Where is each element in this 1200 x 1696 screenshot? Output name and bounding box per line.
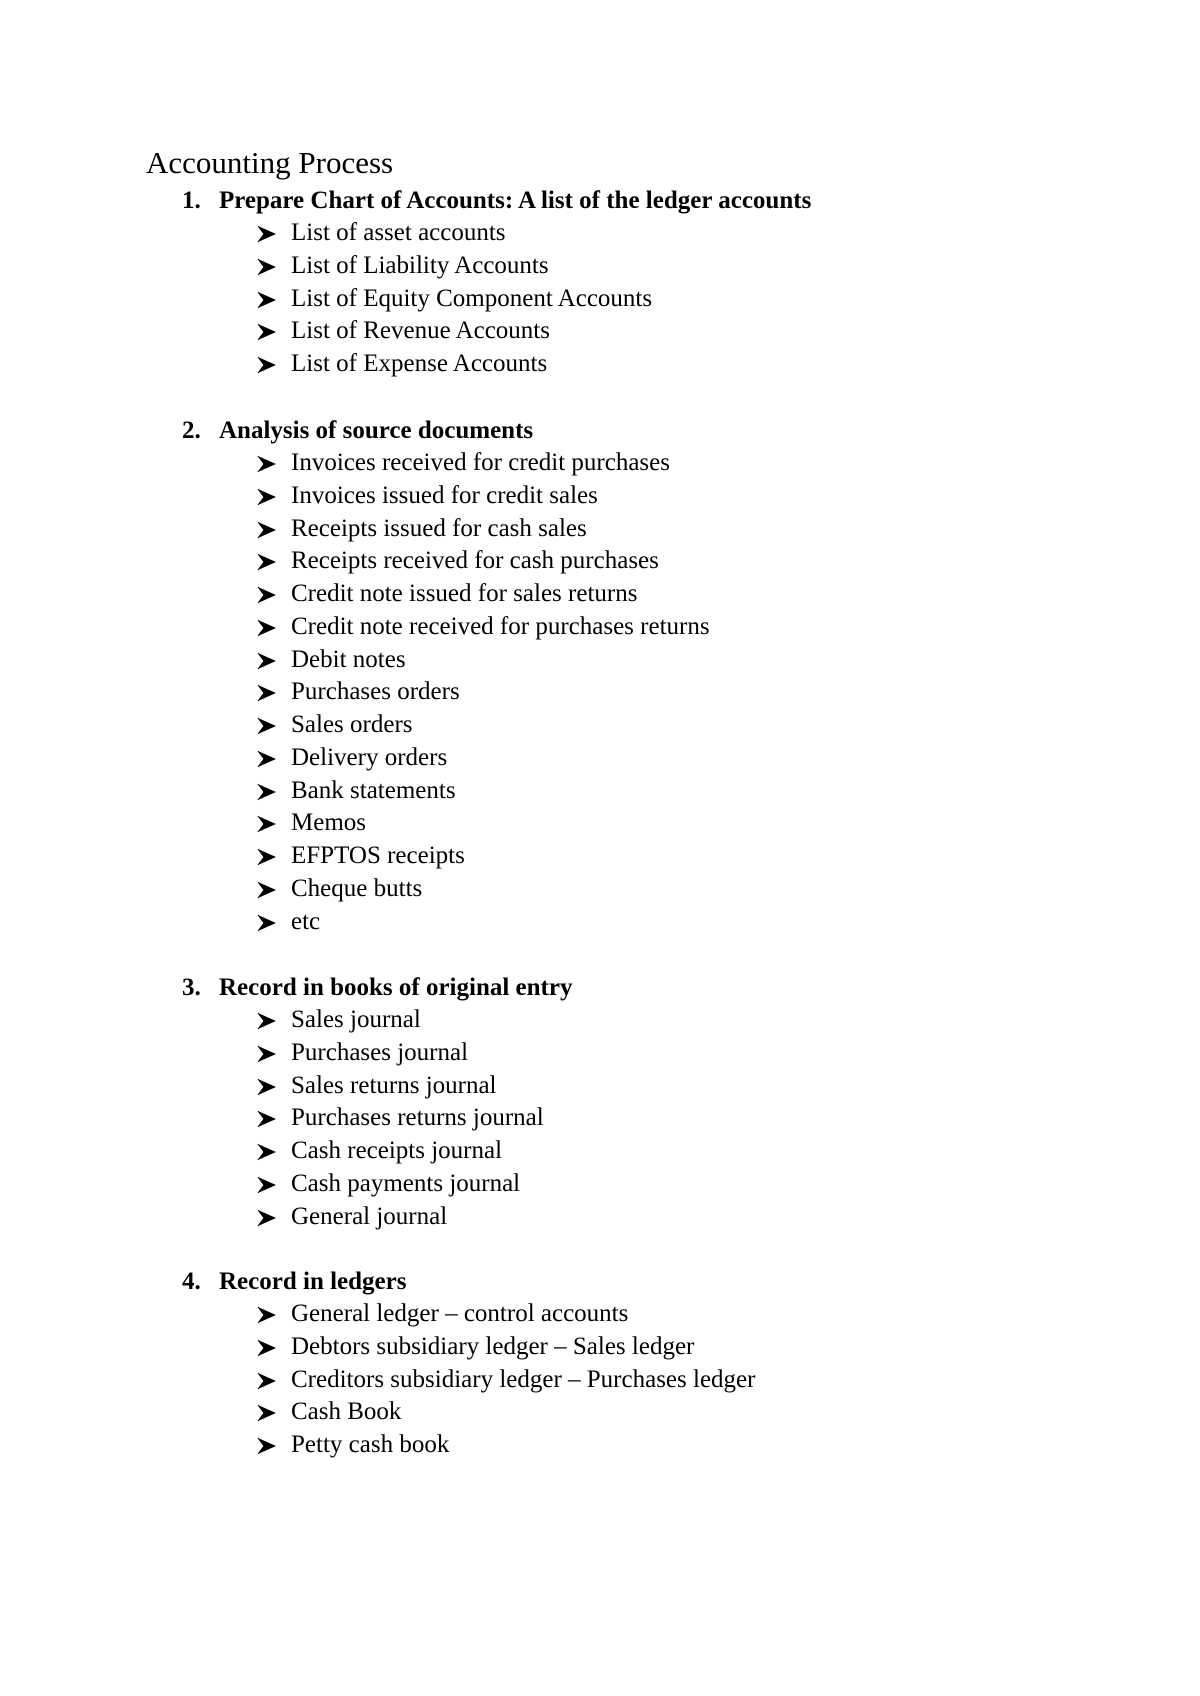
arrowhead-bullet-icon: [257, 488, 277, 506]
list-item-label: Sales orders: [291, 711, 413, 738]
list-item-label: List of asset accounts: [291, 219, 506, 246]
arrowhead-bullet-icon: [257, 619, 277, 637]
list-item: [0, 513, 1200, 546]
list-item: [0, 1201, 1200, 1234]
arrowhead-bullet-icon: [257, 1176, 277, 1194]
section-number: 3.: [182, 974, 201, 1001]
list-item: [0, 873, 1200, 906]
list-item-label: Sales returns journal: [291, 1071, 497, 1099]
list-item-label: General journal: [291, 1202, 448, 1230]
arrowhead-bullet-icon: [257, 1404, 277, 1422]
document-title: Accounting Process: [146, 145, 394, 180]
arrowhead-bullet-icon: [257, 750, 277, 768]
list-item-label: Debtors subsidiary ledger – Sales ledger: [291, 1332, 695, 1360]
section-heading: [0, 971, 1200, 1004]
section-title: Prepare Chart of Accounts: A list of the ledger accounts: [219, 187, 812, 214]
list-item-label: Bank statements: [291, 776, 456, 804]
list-item-label: Invoices issued for credit sales: [291, 481, 598, 509]
arrowhead-bullet-icon: [257, 783, 277, 801]
arrowhead-bullet-icon: [257, 1437, 277, 1455]
list-item: [0, 217, 1200, 250]
arrowhead-bullet-icon: [257, 1209, 277, 1227]
list-item: [0, 1429, 1200, 1462]
list-item-label: Purchases returns journal: [291, 1104, 544, 1132]
section-heading: [0, 1265, 1200, 1298]
section-ledgers: [0, 1265, 1200, 1462]
section-title: Record in books of original entry: [219, 974, 573, 1001]
arrowhead-bullet-icon: [257, 1306, 277, 1324]
arrowhead-bullet-icon: [257, 258, 277, 276]
section-source-documents: [0, 414, 1200, 938]
arrowhead-bullet-icon: [257, 356, 277, 374]
list-item-label: Purchases orders: [291, 678, 460, 706]
arrowhead-bullet-icon: [257, 815, 277, 833]
item-list: [0, 1298, 1200, 1462]
list-item-label: Debit notes: [291, 645, 406, 673]
list-item-label: General ledger – control accounts: [291, 1300, 629, 1327]
list-item: [0, 1298, 1200, 1331]
list-item-label: Cash payments journal: [291, 1169, 521, 1197]
list-item-label: Memos: [291, 809, 366, 837]
section-heading: [0, 414, 1200, 447]
list-item: [0, 1037, 1200, 1070]
section-chart-of-accounts: [0, 184, 1200, 381]
list-item: [0, 906, 1200, 939]
list-item-label: List of Revenue Accounts: [291, 317, 550, 345]
list-item-label: Cash receipts journal: [291, 1137, 503, 1164]
arrowhead-bullet-icon: [257, 652, 277, 670]
arrowhead-bullet-icon: [257, 1078, 277, 1096]
arrowhead-bullet-icon: [257, 225, 277, 243]
list-item: [0, 1102, 1200, 1135]
list-item-label: List of Equity Component Accounts: [291, 284, 653, 312]
arrowhead-bullet-icon: [257, 291, 277, 309]
list-item: [0, 611, 1200, 644]
list-item: [0, 1070, 1200, 1103]
arrowhead-bullet-icon: [257, 1110, 277, 1128]
list-item: [0, 1135, 1200, 1168]
arrowhead-bullet-icon: [257, 1372, 277, 1390]
arrowhead-bullet-icon: [257, 717, 277, 735]
list-item: [0, 644, 1200, 677]
list-item-label: Cheque butts: [291, 874, 423, 902]
list-item-label: Credit note received for purchases returns: [291, 612, 710, 640]
list-item-label: Creditors subsidiary ledger – Purchases ledger: [291, 1365, 756, 1393]
list-item-label: Receipts received for cash purchases: [291, 547, 659, 575]
list-item: [0, 447, 1200, 480]
list-item: [0, 1364, 1200, 1397]
arrowhead-bullet-icon: [257, 848, 277, 866]
list-item: [0, 676, 1200, 709]
list-item-label: List of Liability Accounts: [291, 251, 549, 279]
list-item: [0, 840, 1200, 873]
list-item-label: List of Expense Accounts: [291, 350, 548, 377]
item-list: [0, 447, 1200, 938]
arrowhead-bullet-icon: [257, 1012, 277, 1030]
list-item-label: Sales journal: [291, 1006, 421, 1033]
list-item: [0, 283, 1200, 316]
arrowhead-bullet-icon: [257, 553, 277, 571]
section-heading: [0, 184, 1200, 217]
list-item-label: Purchases journal: [291, 1038, 469, 1066]
list-item: [0, 1331, 1200, 1364]
list-item: [0, 775, 1200, 808]
list-item: [0, 545, 1200, 578]
item-list: [0, 217, 1200, 381]
list-item: [0, 250, 1200, 283]
list-item-label: EFPTOS receipts: [291, 842, 465, 869]
arrowhead-bullet-icon: [257, 881, 277, 899]
list-item: [0, 315, 1200, 348]
arrowhead-bullet-icon: [257, 914, 277, 932]
section-number: 1.: [182, 187, 201, 214]
list-item: [0, 480, 1200, 513]
section-number: 4.: [182, 1268, 201, 1295]
section-title: Analysis of source documents: [219, 417, 534, 444]
list-item: [0, 807, 1200, 840]
item-list: [0, 1004, 1200, 1233]
list-item-label: etc: [291, 907, 321, 935]
list-item: [0, 1168, 1200, 1201]
list-item-label: Cash Book: [291, 1398, 402, 1426]
list-item-label: Receipts issued for cash sales: [291, 514, 587, 542]
section-title: Record in ledgers: [219, 1268, 407, 1295]
arrowhead-bullet-icon: [257, 586, 277, 604]
list-item: [0, 1396, 1200, 1429]
arrowhead-bullet-icon: [257, 521, 277, 539]
arrowhead-bullet-icon: [257, 1339, 277, 1357]
list-item-label: Invoices received for credit purchases: [291, 449, 670, 476]
section-books-of-original-entry: [0, 971, 1200, 1233]
arrowhead-bullet-icon: [257, 323, 277, 341]
list-item-label: Delivery orders: [291, 743, 448, 771]
arrowhead-bullet-icon: [257, 684, 277, 702]
list-item: [0, 578, 1200, 611]
list-item: [0, 709, 1200, 742]
section-number: 2.: [182, 417, 201, 444]
list-item: [0, 1004, 1200, 1037]
list-item: [0, 742, 1200, 775]
arrowhead-bullet-icon: [257, 1143, 277, 1161]
list-item-label: Credit note issued for sales returns: [291, 580, 638, 607]
arrowhead-bullet-icon: [257, 1045, 277, 1063]
list-item-label: Petty cash book: [291, 1431, 450, 1458]
list-item: [0, 348, 1200, 381]
arrowhead-bullet-icon: [257, 455, 277, 473]
